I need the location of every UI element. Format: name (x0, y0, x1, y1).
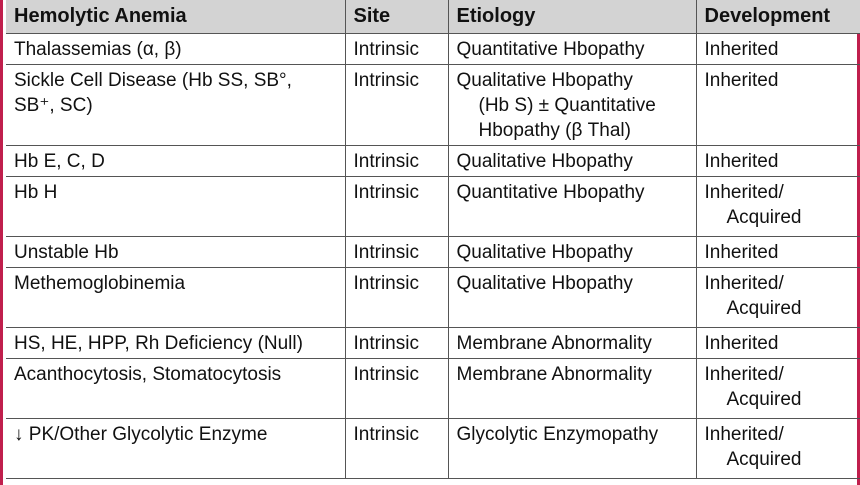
header-development: Development (696, 0, 860, 34)
cell-hemolytic-anemia-line: Methemoglobinemia (14, 273, 186, 294)
table-row (6, 34, 860, 65)
cell-hemolytic-anemia (6, 328, 345, 359)
cell-site: Intrinsic (345, 359, 448, 419)
cell-development-line: Acquired (726, 298, 802, 319)
table-row (6, 146, 860, 177)
table-row (6, 268, 860, 328)
table-row (6, 419, 860, 479)
cell-development-line: Acquired (726, 207, 802, 228)
cell-site: Intrinsic (345, 419, 448, 479)
cell-development (696, 237, 860, 268)
cell-etiology-line: Membrane Abnormality (456, 364, 652, 385)
cell-etiology-line: Membrane Abnormality (456, 333, 652, 354)
table-row (6, 65, 860, 146)
cell-etiology-line: Qualitative Hbopathy (456, 151, 633, 172)
table-row (6, 328, 860, 359)
table-row (6, 237, 860, 268)
cell-hemolytic-anemia-line: SB⁺, SC) (14, 95, 93, 116)
cell-development (696, 268, 860, 328)
cell-hemolytic-anemia (6, 146, 345, 177)
cell-etiology (448, 65, 696, 146)
cell-development (696, 34, 860, 65)
cell-development-line: Inherited (704, 333, 779, 354)
table-row (6, 359, 860, 419)
cell-hemolytic-anemia-line: Hb H (14, 182, 58, 203)
cell-site: Intrinsic (345, 177, 448, 237)
cell-development (696, 328, 860, 359)
cell-development-line: Inherited/ (704, 364, 784, 385)
cell-site: Intrinsic (345, 65, 448, 146)
table-body (6, 34, 860, 479)
cell-etiology-line: Qualitative Hbopathy (456, 70, 633, 91)
cell-hemolytic-anemia (6, 268, 345, 328)
cell-hemolytic-anemia-line: Hb E, C, D (14, 151, 105, 172)
cell-development-line: Inherited (704, 242, 779, 263)
cell-development-line: Inherited (704, 39, 779, 60)
cell-site: Intrinsic (345, 237, 448, 268)
cell-development-line: Inherited (704, 70, 779, 91)
header-hemolytic-anemia: Hemolytic Anemia (6, 0, 345, 34)
cell-etiology (448, 177, 696, 237)
cell-etiology (448, 268, 696, 328)
cell-hemolytic-anemia-line: Acanthocytosis, Stomatocytosis (14, 364, 282, 385)
cell-hemolytic-anemia (6, 34, 345, 65)
cell-development-line: Acquired (726, 449, 802, 470)
cell-development (696, 419, 860, 479)
header-etiology: Etiology (448, 0, 696, 34)
cell-etiology (448, 328, 696, 359)
cell-etiology-line: Qualitative Hbopathy (456, 273, 633, 294)
cell-development-line: Inherited/ (704, 273, 784, 294)
cell-hemolytic-anemia (6, 237, 345, 268)
cell-etiology (448, 359, 696, 419)
table-header-row (6, 0, 860, 34)
cell-development (696, 65, 860, 146)
cell-development-line: Inherited/ (704, 182, 784, 203)
cell-site: Intrinsic (345, 34, 448, 65)
cell-hemolytic-anemia-line: Sickle Cell Disease (Hb SS, SB°, (14, 70, 292, 91)
cell-hemolytic-anemia-line: ↓ PK/Other Glycolytic Enzyme (14, 424, 268, 445)
cell-hemolytic-anemia-line: Thalassemias (α, β) (14, 39, 182, 60)
cell-site: Intrinsic (345, 146, 448, 177)
cell-hemolytic-anemia (6, 419, 345, 479)
cell-etiology (448, 237, 696, 268)
cell-development (696, 177, 860, 237)
cell-etiology (448, 419, 696, 479)
header-site: Site (345, 0, 448, 34)
cell-development-line: Acquired (726, 389, 802, 410)
table-row (6, 177, 860, 237)
cell-development-line: Inherited (704, 151, 779, 172)
cell-hemolytic-anemia (6, 177, 345, 237)
cell-hemolytic-anemia-line: Unstable Hb (14, 242, 119, 263)
cell-etiology (448, 146, 696, 177)
cell-development (696, 359, 860, 419)
cell-etiology-line: Quantitative Hbopathy (456, 39, 645, 60)
cell-etiology-line: Glycolytic Enzymopathy (456, 424, 659, 445)
cell-etiology-line: Hbopathy (β Thal) (478, 120, 631, 141)
cell-hemolytic-anemia (6, 359, 345, 419)
cell-etiology-line: (Hb S) ± Quantitative (478, 95, 656, 116)
cell-hemolytic-anemia (6, 65, 345, 146)
cell-development-line: Inherited/ (704, 424, 784, 445)
cell-hemolytic-anemia-line: HS, HE, HPP, Rh Deficiency (Null) (14, 333, 303, 354)
cell-site: Intrinsic (345, 328, 448, 359)
cell-etiology (448, 34, 696, 65)
hemolytic-anemia-table (6, 0, 860, 479)
cell-site: Intrinsic (345, 268, 448, 328)
cell-development (696, 146, 860, 177)
cell-etiology-line: Qualitative Hbopathy (456, 242, 633, 263)
cell-etiology-line: Quantitative Hbopathy (456, 182, 645, 203)
